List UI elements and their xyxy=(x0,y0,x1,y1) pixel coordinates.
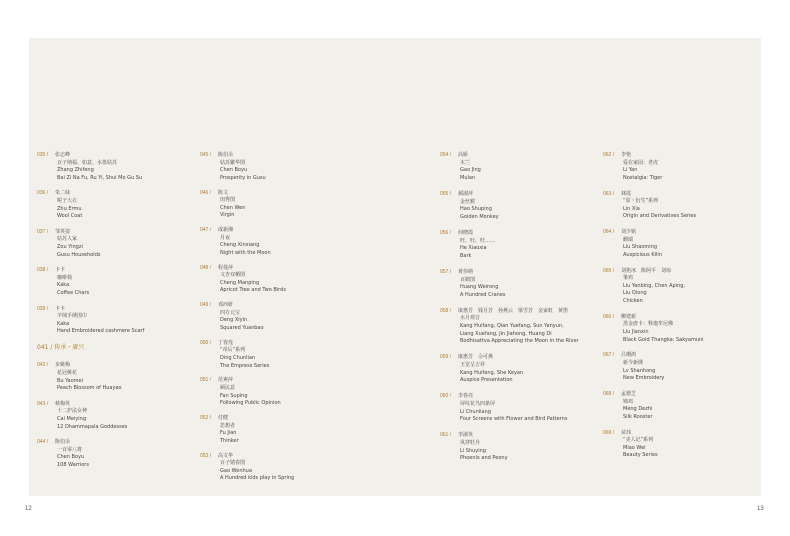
index-entry xyxy=(200,152,370,182)
entry-line: Apricot Tree and Two Birds xyxy=(220,287,286,294)
index-entry xyxy=(440,230,610,260)
artist-name: 孟德芝 xyxy=(621,390,637,397)
entry-line: A Hundred Cranes xyxy=(460,291,506,298)
entry-line: Liu Yanbing, Chen Aping, xyxy=(623,282,686,289)
artist-name: 刘少铭 xyxy=(621,229,637,236)
entry-line: “帝后”系列 xyxy=(220,347,246,354)
entry-line: Fan Suping xyxy=(220,392,248,399)
entry-line: 新今新绣 xyxy=(623,360,644,366)
entry-line: 姑苏繁华图 xyxy=(220,159,246,166)
entry-number: 045 / xyxy=(200,152,212,158)
entry-line: Zhang Zhifeng xyxy=(57,167,94,174)
index-entry xyxy=(603,152,773,182)
index-entry xyxy=(37,229,207,259)
index-column-3 xyxy=(440,152,610,471)
entry-line: 顾民意 xyxy=(220,384,236,391)
index-entry xyxy=(603,314,773,344)
entry-line: Bodhisattva Appreciating the Moon in the River xyxy=(460,338,579,345)
index-entry xyxy=(603,391,773,421)
entry-line: Hand Embroidered cashmere Scarf xyxy=(57,328,145,335)
entry-line: “美人记”系列 xyxy=(623,437,654,444)
artist-name: 邹英姿 xyxy=(55,228,71,235)
entry-line: 木兰 xyxy=(460,159,471,166)
entry-line: 百子纳福、如意、水墨姑苏 xyxy=(57,159,118,166)
artist-name: 黄伟榕 xyxy=(458,268,474,275)
entry-line: Huang Weirong xyxy=(460,284,499,291)
entry-number: 044 / xyxy=(37,439,49,446)
entry-line: Chen Wen xyxy=(220,204,246,211)
index-entry xyxy=(200,377,370,407)
entry-line: 羊绒手绣围巾 xyxy=(57,313,88,320)
artist-name: 朱二妹 xyxy=(55,190,71,197)
entry-line: Silk Rooster xyxy=(623,413,653,420)
entry-number: 053 / xyxy=(200,452,212,459)
entry-line: Four Screens with Flower and Bird Patterns xyxy=(460,416,568,423)
artist-name: 范素萍 xyxy=(218,377,234,384)
entry-number: 069 / xyxy=(603,429,615,436)
index-entry xyxy=(37,306,207,336)
entry-line: 水月观音 xyxy=(460,315,481,322)
entry-number: 039 / xyxy=(37,305,49,312)
entry-line: Li Chunliang xyxy=(460,408,491,415)
artist-name: 康惠芳 佘可燕 xyxy=(458,354,494,361)
artist-name: 高娇 xyxy=(458,152,469,158)
entry-line: Auspice Presentation xyxy=(460,377,513,384)
entry-line: 麒瑞 xyxy=(623,236,634,243)
index-entry xyxy=(200,302,370,332)
entry-line: 百子嬉春图 xyxy=(220,460,246,467)
artist-name: 郝淑萍 xyxy=(458,190,474,197)
index-entry xyxy=(440,152,610,182)
entry-line: Chen Boyu xyxy=(57,454,85,461)
artist-name: 李淑英 xyxy=(458,432,474,439)
artist-name: 付健 xyxy=(218,414,229,421)
artist-name: 卡卡 xyxy=(55,305,66,312)
entry-line: 思想者 xyxy=(220,422,236,429)
artist-name: 陈文 xyxy=(218,189,229,196)
index-entry xyxy=(200,190,370,220)
entry-line: 锦鸡 xyxy=(623,398,634,405)
entry-line: Kaka xyxy=(57,320,70,327)
artist-name: 陈伯余 xyxy=(55,439,71,446)
index-column-4 xyxy=(603,152,773,468)
entry-number: 051 / xyxy=(200,377,212,384)
artist-name: 苗玮 xyxy=(621,429,632,436)
entry-line: Cheng Xinxiang xyxy=(220,242,260,249)
entry-number: 065 / xyxy=(603,267,615,274)
entry-number: 063 / xyxy=(603,190,615,197)
index-column-2 xyxy=(200,152,370,490)
index-entry xyxy=(200,340,370,370)
entry-number: 042 / xyxy=(37,362,49,369)
index-entry xyxy=(603,430,773,460)
entry-number: 035 / xyxy=(37,152,49,158)
index-entry xyxy=(440,191,610,221)
artist-name: 丁春莲 xyxy=(218,339,234,346)
entry-number: 058 / xyxy=(440,307,452,314)
entry-line: Miao Wei xyxy=(623,444,646,451)
entry-line: Gao Jing xyxy=(460,167,481,174)
page-number-right: 13 xyxy=(757,506,764,512)
artist-name: 林霞 xyxy=(621,190,632,197)
index-entry xyxy=(603,352,773,382)
entry-line: Auspicious Kilin xyxy=(623,251,662,258)
entry-line: Nostalgia: Tiger xyxy=(623,174,663,181)
index-entry xyxy=(440,354,610,384)
entry-line: Black Gold Thangka: Sakyamuni xyxy=(623,336,704,343)
entry-line: Prosperity in Gusu xyxy=(220,174,266,181)
entry-line: Ding Chunlian xyxy=(220,355,256,361)
entry-line: Bu Yaomei xyxy=(57,377,84,384)
artist-name: 蔡梅英 xyxy=(55,400,71,407)
entry-line: Thinker xyxy=(220,437,239,444)
entry-line: Virgin xyxy=(220,212,235,219)
page-number-left: 12 xyxy=(25,506,32,512)
entry-line: 屏纹花鸟四条屏 xyxy=(460,401,496,407)
entry-line: 花冠桃花 xyxy=(57,369,78,376)
index-entry xyxy=(440,432,610,462)
entry-line: Bark xyxy=(460,252,472,259)
entry-line: Golden Monkey xyxy=(460,213,499,220)
index-entry xyxy=(37,439,207,469)
entry-number: 036 / xyxy=(37,190,49,197)
entry-number: 048 / xyxy=(200,264,212,271)
entry-number: 052 / xyxy=(200,414,212,421)
entry-line: Coffee Chars xyxy=(57,289,90,296)
entry-line: 黑金唐卡：释迦牟尼佛 xyxy=(623,321,674,328)
artist-name: 卡卡 xyxy=(55,267,66,274)
index-entry xyxy=(603,191,773,221)
entry-line: He Xiaoxia xyxy=(460,245,487,252)
entry-line: Hao Shuping xyxy=(460,206,492,213)
entry-line: 月夜 xyxy=(220,234,231,241)
entry-line: Liang Xuefang, Jin Jiahong, Huang Di xyxy=(460,330,552,337)
entry-line: Wool Coat xyxy=(57,213,83,220)
entry-line: “原・衍生”系列 xyxy=(623,198,659,205)
entry-line: Kaka xyxy=(57,282,70,289)
entry-line: Phoenix and Peony xyxy=(460,455,508,462)
entry-line: Chicken xyxy=(623,298,643,305)
artist-name: 程曼萍 xyxy=(218,264,234,271)
entry-number: 056 / xyxy=(440,229,452,236)
entry-line: Night with the Moon xyxy=(220,249,271,256)
entry-line: 一百零八将 xyxy=(57,446,83,453)
entry-line: 旺、旺、旺…… xyxy=(460,237,496,244)
index-column-1 xyxy=(37,152,207,478)
index-entry xyxy=(200,453,370,483)
artist-name: 高文华 xyxy=(218,452,234,459)
entry-line: Fu Jian xyxy=(220,430,237,437)
entry-line: Peach Blossom of Huayao xyxy=(57,385,122,392)
entry-number: 037 / xyxy=(37,228,49,235)
entry-line: Lin Xia xyxy=(623,205,640,212)
index-entry xyxy=(440,308,610,346)
entry-line: 金丝猴 xyxy=(460,198,476,205)
entry-line: Gusu Households xyxy=(57,251,101,258)
index-entry xyxy=(440,269,610,299)
entry-line: Li Shuying xyxy=(460,447,486,454)
artist-name: 成新湘 xyxy=(218,227,234,234)
entry-number: 062 / xyxy=(603,152,615,158)
entry-number: 038 / xyxy=(37,267,49,274)
entry-line: Bai Zi Na Fu, Ru Yi, Shui Mo Gu Su xyxy=(57,174,143,181)
index-entry xyxy=(37,267,207,297)
entry-line: Deng Xiyin xyxy=(220,317,248,324)
entry-line: Squared Yuanbao xyxy=(220,325,264,332)
section-heading: 041 / 传承・赓兴 xyxy=(37,343,85,351)
entry-line: Meng Dezhi xyxy=(623,406,653,413)
entry-line: Kang Huifang, Qian Yuefang, Sun Yanyun, xyxy=(460,323,564,330)
entry-number: 066 / xyxy=(603,313,615,320)
entry-number: 055 / xyxy=(440,190,452,197)
entry-line: 爱在家园：老虎 xyxy=(623,159,659,166)
entry-number: 067 / xyxy=(603,352,615,359)
entry-line: 姑苏人家 xyxy=(57,236,78,243)
index-entry xyxy=(603,268,773,306)
entry-number: 043 / xyxy=(37,400,49,407)
entry-number: 050 / xyxy=(200,339,212,346)
entry-line: Liu Jianxin xyxy=(623,329,649,336)
entry-line: A Hundred kids play in Spring xyxy=(220,475,295,482)
entry-number: 064 / xyxy=(603,229,615,236)
entry-number: 049 / xyxy=(200,302,212,309)
entry-line: Liu Qiong xyxy=(623,290,647,297)
index-entry xyxy=(200,415,370,445)
artist-name: 李艳 xyxy=(621,152,632,158)
index-entry xyxy=(37,152,207,182)
entry-number: 046 / xyxy=(200,189,212,196)
entry-number: 054 / xyxy=(440,152,452,158)
entry-line: 咖啡椅 xyxy=(57,274,73,281)
entry-line: The Empress Series xyxy=(220,362,270,369)
entry-line: Lv Shanhong xyxy=(623,367,656,374)
artist-name: 张志峰 xyxy=(55,152,71,158)
index-entry xyxy=(440,393,610,423)
artist-name: 吕珊鸿 xyxy=(621,352,637,359)
artist-name: 刘艳冰 陈阿平 刘琼 xyxy=(621,267,672,274)
entry-line: 12 Dhammapala Goddesses xyxy=(57,423,128,430)
artist-name: 何晓霞 xyxy=(458,229,474,236)
artist-name: 步姚梅 xyxy=(55,362,71,369)
entry-line: 108 Warriors xyxy=(57,461,89,468)
artist-name: 康惠芳 钱月芳 孙燕云 梁雪芳 金家虹 黄笛 xyxy=(458,307,569,314)
entry-line: Kang Huifang, She Keyan xyxy=(460,369,524,376)
index-entry xyxy=(37,401,207,431)
entry-number: 047 / xyxy=(200,227,212,234)
entry-line: New Embroidery xyxy=(623,375,665,382)
entry-line: 雏鸡 xyxy=(623,275,634,282)
entry-line: Li Yan xyxy=(623,167,638,174)
entry-line: Chen Boyu xyxy=(220,167,248,174)
entry-number: 059 / xyxy=(440,354,452,361)
entry-line: Mulan xyxy=(460,174,476,181)
artist-name: 邓西妍 xyxy=(218,302,234,309)
entry-line: 玉堂呈吉祥 xyxy=(460,362,486,369)
entry-line: 文杏双栖图 xyxy=(220,272,246,279)
entry-line: Beauty Series xyxy=(623,452,658,459)
entry-line: 百鹤图 xyxy=(460,276,476,283)
entry-line: Cheng Manping xyxy=(220,279,260,286)
entry-line: 十二护法女神 xyxy=(57,408,88,415)
entry-line: Origin and Derivatives Series xyxy=(623,213,697,220)
entry-line: Zhu Ermu xyxy=(57,205,82,212)
index-entry xyxy=(37,362,207,392)
entry-line: 呢子大衣 xyxy=(57,197,78,204)
entry-line: Cai Meiying xyxy=(57,415,87,422)
entry-number: 061 / xyxy=(440,432,452,439)
entry-line: Gao Wenhua xyxy=(220,467,252,474)
entry-line: Liu Shaoming xyxy=(623,244,658,251)
artist-name: 柳建新 xyxy=(621,313,637,320)
artist-name: 陈伯余 xyxy=(218,152,234,158)
entry-line: 闺秀图 xyxy=(220,197,236,204)
entry-line: 四方元宝 xyxy=(220,309,241,316)
entry-line: 凤穿牡丹 xyxy=(460,439,481,446)
entry-number: 068 / xyxy=(603,390,615,397)
artist-name: 李春亮 xyxy=(458,393,474,400)
index-entry xyxy=(200,265,370,295)
index-entry xyxy=(37,190,207,220)
entry-line: Zou Yingzi xyxy=(57,243,83,250)
index-entry xyxy=(200,227,370,257)
entry-number: 060 / xyxy=(440,393,452,400)
entry-line: Following Public Opinion xyxy=(220,400,281,407)
entry-number: 057 / xyxy=(440,268,452,275)
index-entry xyxy=(603,229,773,259)
